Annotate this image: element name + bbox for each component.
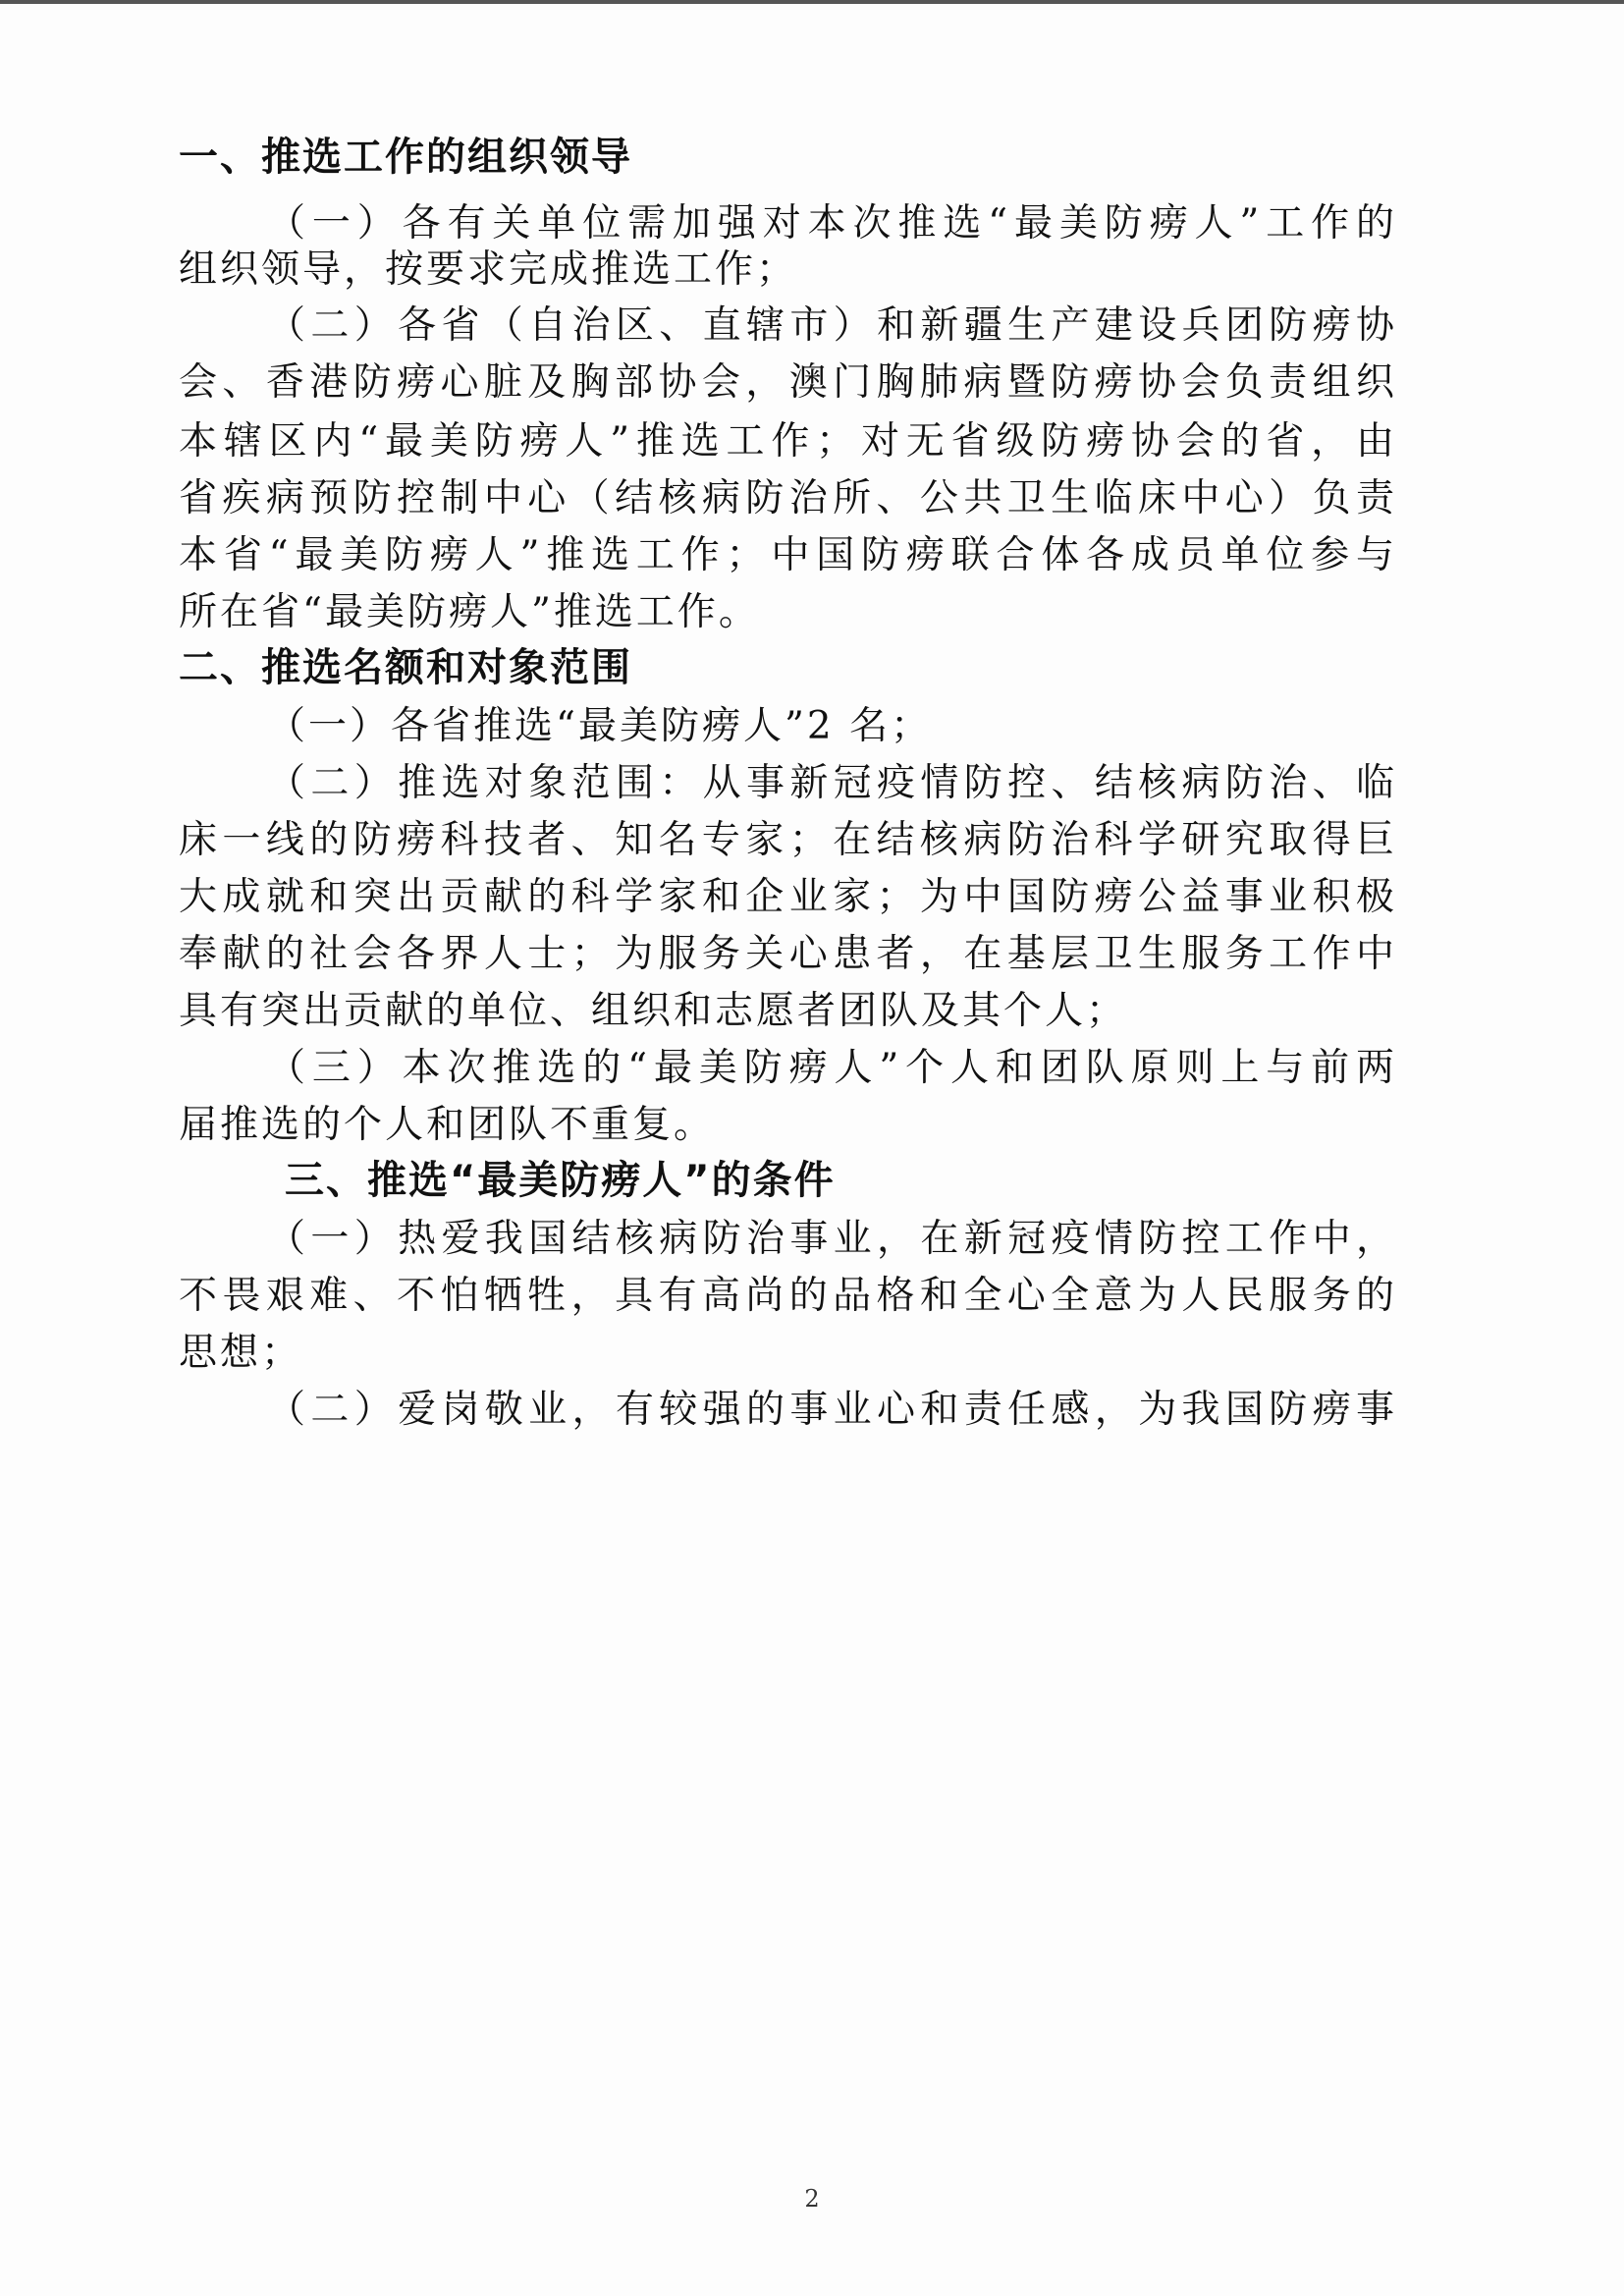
paragraph-line: 所在省“最美防痨人”推选工作。	[179, 590, 760, 634]
paragraph-line: 不畏艰难、不怕牺牲，具有高尚的品格和全心全意为人民服务的	[179, 1274, 1394, 1318]
paragraph-line: 本辖区内“最美防痨人”推选工作；对无省级防痨协会的省，由	[179, 419, 1394, 464]
paragraph-line: 省疾病预防控制中心（结核病防治所、公共卫生临床中心）负责	[179, 476, 1394, 520]
paragraph-line: 床一线的防痨科技者、知名专家；在结核病防治科学研究取得巨	[179, 818, 1394, 862]
paragraph-line: 思想；	[179, 1331, 303, 1375]
paragraph-line: 奉献的社会各界人士；为服务关心患者，在基层卫生服务工作中	[179, 932, 1394, 976]
section-heading-1: 一、推选工作的组织领导	[179, 135, 632, 180]
paragraph-line: （二）推选对象范围：从事新冠疫情防控、结核病防治、临	[267, 761, 1394, 805]
paragraph-line: 具有突出贡献的单位、组织和志愿者团队及其个人；	[179, 989, 1128, 1033]
paragraph-line: 大成就和突出贡献的科学家和企业家；为中国防痨公益事业积极	[179, 875, 1394, 919]
paragraph-line: （一）各有关单位需加强对本次推选“最美防痨人”工作的	[267, 201, 1394, 246]
paragraph-line: 本省“最美防痨人”推选工作；中国防痨联合体各成员单位参与	[179, 533, 1394, 577]
paragraph-line: （三）本次推选的“最美防痨人”个人和团队原则上与前两	[267, 1046, 1394, 1090]
paragraph-line: （一）各省推选“最美防痨人”2 名；	[267, 704, 933, 748]
section-heading-2: 二、推选名额和对象范围	[179, 645, 632, 690]
paragraph-line: 组织领导，按要求完成推选工作；	[179, 247, 798, 292]
page-number: 2	[804, 2185, 820, 2213]
page-top-border	[0, 0, 1624, 4]
section-heading-3: 三、推选“最美防痨人”的条件	[285, 1158, 836, 1203]
paragraph-line: （二）各省（自治区、直辖市）和新疆生产建设兵团防痨协	[267, 303, 1394, 348]
paragraph-line: 届推选的个人和团队不重复。	[179, 1103, 716, 1147]
paragraph-line: （一）热爱我国结核病防治事业，在新冠疫情防控工作中，	[267, 1217, 1394, 1261]
paragraph-line: 会、香港防痨心脏及胸部协会，澳门胸肺病暨防痨协会负责组织	[179, 360, 1394, 405]
paragraph-line: （二）爱岗敬业，有较强的事业心和责任感，为我国防痨事	[267, 1388, 1394, 1432]
